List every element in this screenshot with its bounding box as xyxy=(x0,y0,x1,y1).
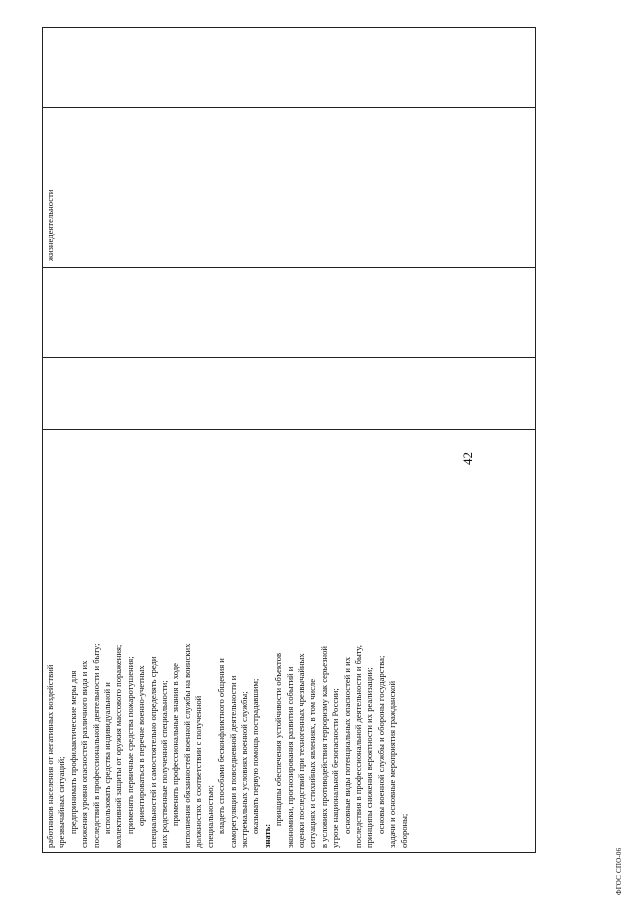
text-line: снижения уровня опасностей различного вида и их xyxy=(79,660,90,848)
text-line: обороны; xyxy=(398,813,409,848)
text-line: угрозе национальной безопасности России; xyxy=(330,688,341,848)
text-line: в условиях противодействия терроризму как серьезной xyxy=(318,645,329,848)
text-line: основы военной службы и обороны государства; xyxy=(375,655,386,834)
hours-cell-1 xyxy=(43,358,536,430)
text-line: знать: xyxy=(261,823,272,848)
standards-table xyxy=(42,27,536,853)
discipline-name-cell xyxy=(43,108,536,268)
page-number: 42 xyxy=(460,452,475,465)
text-line: ориентироваться в перечне военно-учетных xyxy=(136,665,147,826)
footer-code: ФГОС СПО-06 xyxy=(615,847,623,895)
text-line: специальностью; xyxy=(204,785,215,848)
competency-content-cell xyxy=(43,430,536,853)
text-line: них родственные полученной специальности; xyxy=(159,680,170,848)
text-line: специальностей и самостоятельно определять среди xyxy=(147,656,158,848)
text-line: задачи и основные мероприятия гражданской xyxy=(387,680,398,848)
text-line: применять первичные средства пожаротушения; xyxy=(124,656,135,834)
text-line: применять профессиональные знания в ходе xyxy=(170,663,181,826)
text-line: экономики, прогнозирования развития событий и xyxy=(284,666,295,848)
text-line: оказывать первую помощь пострадавшим; xyxy=(250,678,261,834)
text-line: саморегуляции в повседневной деятельности и xyxy=(227,675,238,848)
text-line: чрезвычайных ситуаций; xyxy=(56,756,67,848)
competency-lines xyxy=(45,433,410,848)
text-line: принципы обеспечения устойчивости объектов xyxy=(273,652,284,826)
text-line: оценки последствий при техногенных чрезвычайных xyxy=(295,653,306,848)
text-line: основные виды потенциальных опасностей и их xyxy=(341,656,352,834)
text-line: использовать средства индивидуальной и xyxy=(102,682,113,834)
table-row xyxy=(43,28,536,853)
competency-code-cell xyxy=(43,28,536,108)
text-line: принципы снижения вероятности их реализации; xyxy=(364,667,375,848)
text-line: владеть способами бесконфликтного общения и xyxy=(216,658,227,834)
text-line: исполнения обязанностей военной службы на воинских xyxy=(181,643,192,848)
discipline-name-text: жизнедеятельности xyxy=(45,189,55,261)
text-line: последствий в профессиональной деятельности и быту; xyxy=(90,643,101,848)
hours-cell-2 xyxy=(43,268,536,358)
text-line: ситуациях и стихийных явлениях, в том числе xyxy=(307,678,318,848)
text-line: экстремальных условиях военной службы; xyxy=(238,691,249,848)
text-line: коллективной защиты от оружия массового поражения; xyxy=(113,644,124,848)
text-line: работников населения от негативных воздействий xyxy=(45,664,55,848)
text-line: последствия в профессиональной деятельности и быту, xyxy=(352,645,363,848)
text-line: должностях в соответствии с полученной xyxy=(193,695,204,848)
text-line: предпринимать профилактические меры для xyxy=(67,670,78,834)
